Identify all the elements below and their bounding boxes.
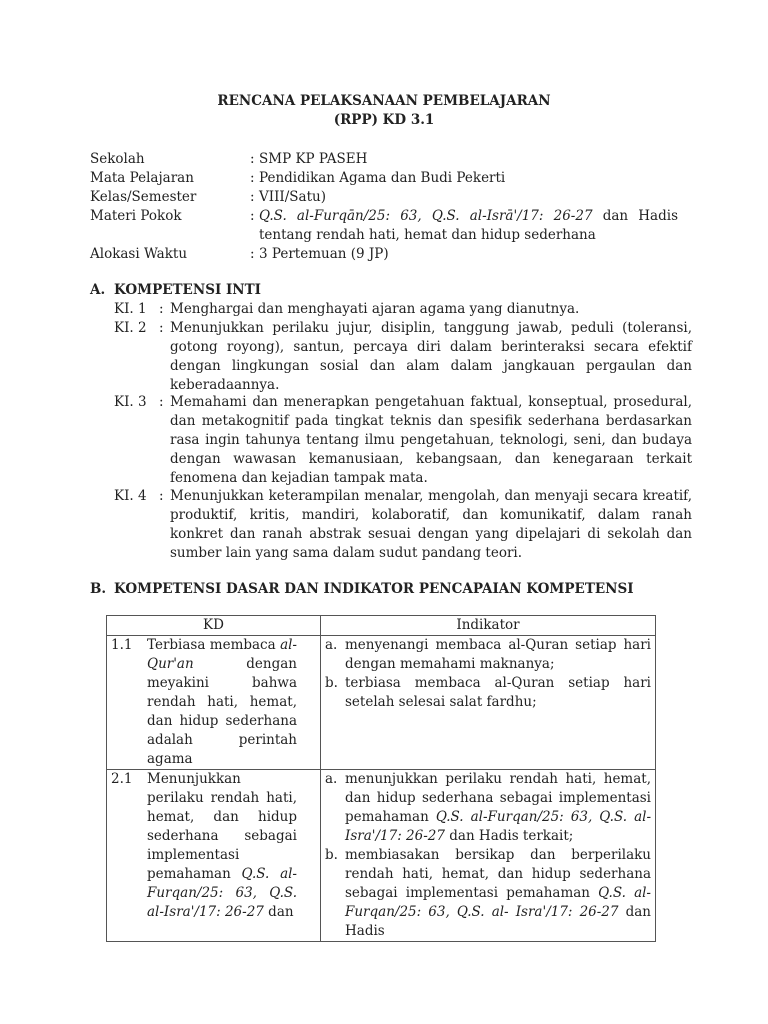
kd-italic-text: al-Qur'an (147, 637, 297, 672)
table-row (107, 770, 656, 942)
identity-colon: : (250, 170, 255, 186)
indicator-text: menyenangi membaca al-Quran setiap hari dengan memahami maknanya; (345, 637, 651, 672)
section-b-heading (90, 580, 634, 599)
identity-label: Materi Pokok (90, 208, 182, 224)
indicator-cell (321, 770, 656, 942)
indicator-letter: a. (325, 771, 338, 787)
ki-code: KI. 2 (114, 320, 147, 336)
ki-code: KI. 1 (114, 301, 147, 317)
table-header-row (107, 616, 656, 636)
ki-colon: : (159, 394, 164, 410)
ki-text: Menghargai dan menghayati ajaran agama yang dianutnya. (170, 301, 580, 317)
indicator-text: membiasakan bersikap dan berperilaku rendah hati, hemat, dan hidup sederhana sebagai implementasi pemahaman (345, 847, 651, 901)
kd-text: dan (263, 904, 294, 920)
table-row (107, 636, 656, 770)
identity-value: VIII/Satu) (259, 189, 326, 205)
indicator-item (325, 636, 651, 674)
ki-text: Memahami dan menerapkan pengetahuan faktual, konseptual, prosedural, dan metakognitif pada tingkat teknis dan spesifik sederhana berdasarkan rasa ingin tahunya tentang ilmu pengetahuan, teknologi, seni, dan budaya dengan wawasan kemanusiaan, kebangsaan, dan kenegaraan terkait fenomena dan kejadian tampak mata. (170, 394, 692, 486)
document-title-line1: RENCANA PELAKSANAAN PEMBELAJARAN (217, 93, 551, 109)
section-a-heading (90, 281, 261, 300)
indicator-item (325, 770, 651, 846)
indicator-letter: b. (325, 847, 338, 863)
table-header-kd: KD (107, 616, 321, 636)
indicator-text: terbiasa membaca al-Quran setiap hari setelah selesai salat fardhu; (345, 675, 651, 710)
section-letter: B. (90, 581, 107, 597)
indicator-italic-text: Q.S. al-Furqan/25: 63, Q.S. al- Isra'/17: 26-27 (345, 885, 651, 920)
table-header-indicator: Indikator (321, 616, 656, 636)
kd-italic-text: Q.S. al-Furqan/25: 63, Q.S. al-Isra'/17: 26-27 (147, 866, 297, 920)
identity-label: Kelas/Semester (90, 189, 197, 205)
kd-number: 2.1 (111, 771, 133, 787)
identity-label: Sekolah (90, 151, 145, 167)
indicator-italic-text: Q.S. al-Furqan/25: 63, Q.S. al-Isra'/17: 26-27 (345, 809, 652, 844)
surah-reference: Q.S. al-Furqān/25: 63, Q.S. al-Isrā'/17: 26-27 (259, 208, 593, 224)
ki-colon: : (159, 301, 164, 317)
indicator-item (325, 674, 651, 712)
indicator-cell (321, 636, 656, 770)
kd-indicator-table (106, 615, 656, 942)
indicator-text: dan Hadis (345, 904, 651, 939)
kd-cell (107, 636, 321, 770)
ki-code: KI. 3 (114, 394, 147, 410)
ki-code: KI. 4 (114, 488, 147, 504)
identity-label: Alokasi Waktu (90, 246, 188, 262)
identity-value: 3 Pertemuan (9 JP) (259, 246, 389, 262)
ki-text: Menunjukkan perilaku jujur, disiplin, tanggung jawab, peduli (toleransi, gotong royong), santun, percaya diri dalam berinteraksi secara efektif dengan lingkungan sosial dan alam dalam jangkauan pergaulan dan keberadaannya. (170, 320, 692, 393)
kd-text: Terbiasa membaca (147, 637, 281, 653)
kd-description (147, 770, 297, 922)
identity-colon: : (250, 208, 255, 224)
section-letter: A. (90, 282, 106, 298)
identity-colon: : (250, 189, 255, 205)
kd-text: Menunjukkan perilaku rendah hati, hemat, dan hidup sederhana sebagai implementasi pemahaman (147, 771, 297, 882)
kd-cell (107, 770, 321, 942)
ki-colon: : (159, 488, 164, 504)
kd-description (147, 636, 297, 769)
document-title-line2: (RPP) KD 3.1 (333, 112, 435, 128)
identity-value: SMP KP PASEH (259, 151, 368, 167)
indicator-item (325, 846, 651, 941)
material-description: dan Hadis tentang rendah hati, hemat dan hidup sederhana (259, 208, 678, 243)
identity-colon: : (250, 151, 255, 167)
ki-text: Menunjukkan keterampilan menalar, mengolah, dan menyaji secara kreatif, produktif, kritis, mandiri, kolaboratif, dan komunikatif, dalam ranah konkret dan ranah abstrak sesuai dengan yang dipelajari di sekolah dan sumber lain yang sama dalam sudut pandang teori. (170, 488, 692, 561)
section-title: KOMPETENSI INTI (114, 282, 261, 298)
identity-label: Mata Pelajaran (90, 170, 194, 186)
identity-colon: : (250, 246, 255, 262)
indicator-letter: a. (325, 637, 338, 653)
kd-number: 1.1 (111, 637, 133, 653)
indicator-text: dan Hadis terkait; (444, 828, 574, 844)
ki-colon: : (159, 320, 164, 336)
indicator-letter: b. (325, 675, 338, 691)
identity-value: Pendidikan Agama dan Budi Pekerti (259, 170, 506, 186)
kd-text: dengan meyakini bahwa rendah hati, hemat, dan hidup sederhana adalah perintah agama (147, 656, 297, 767)
section-title: KOMPETENSI DASAR DAN INDIKATOR PENCAPAIAN KOMPETENSI (114, 581, 634, 597)
identity-value (259, 207, 678, 245)
indicator-text: menunjukkan perilaku rendah hati, hemat, dan hidup sederhana sebagai implementasi pemahaman (345, 771, 651, 825)
